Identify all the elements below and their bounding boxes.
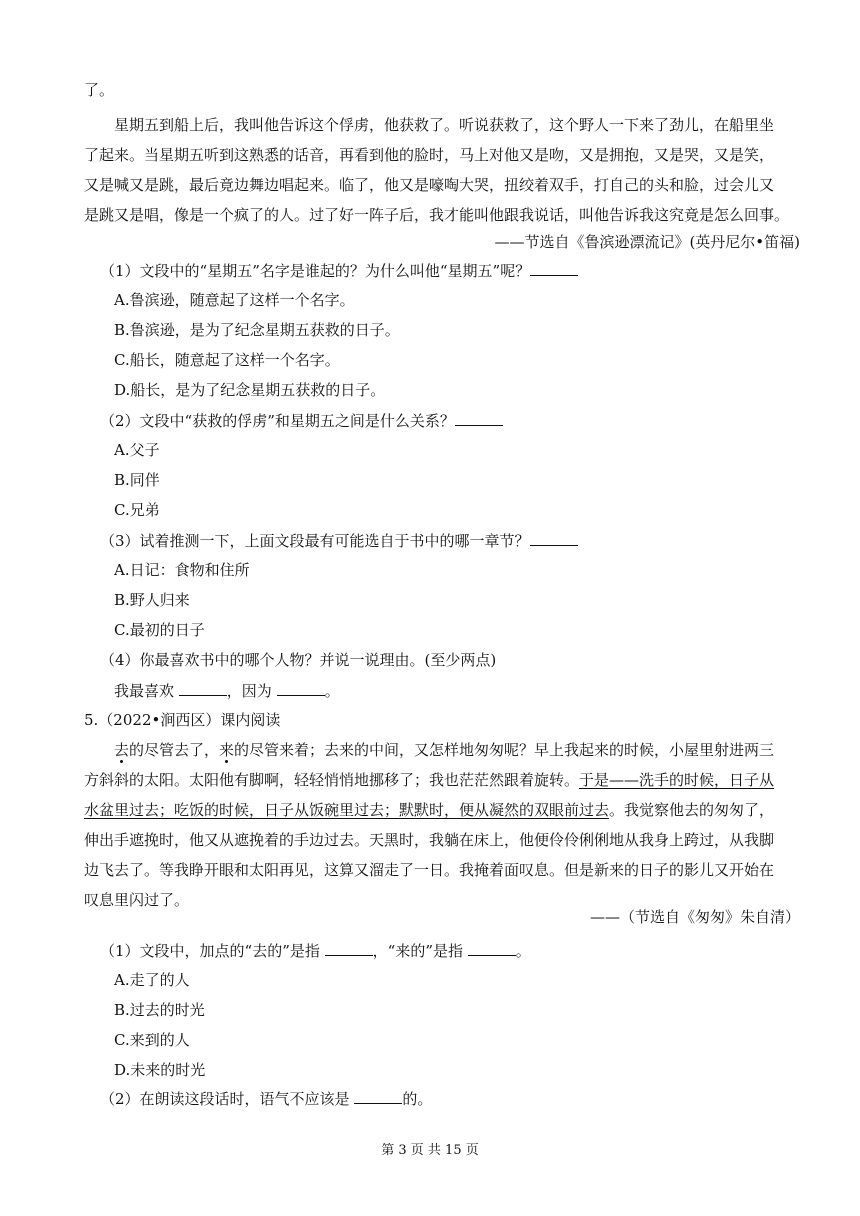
answer-blank[interactable] (179, 680, 227, 696)
section-5-title: 5.（2022•涧西区）课内阅读 (84, 711, 281, 729)
question-text: 的。 (402, 1090, 433, 1108)
option-b: B.同伴 (114, 471, 160, 489)
answer-blank[interactable] (530, 260, 578, 276)
option-a: A.走了的人 (114, 971, 190, 989)
answer-text: 。 (324, 682, 340, 700)
question-text: （3）试着推测一下，上面文段最有可能选自于书中的哪一章节？ (100, 532, 530, 550)
answer-blank[interactable] (530, 530, 578, 546)
question-text: （2）文段中“获救的俘虏”和星期五之间是什么关系？ (100, 412, 455, 430)
underlined-text: 于是——洗手的时候，日子从 (579, 771, 775, 789)
question-text: （1）文段中，加点的“去的”是指 (100, 942, 325, 960)
answer-blank[interactable] (455, 410, 503, 426)
option-b: B.过去的时光 (114, 1001, 205, 1019)
dotted-char: 来 (219, 741, 235, 759)
option-c: C.兄弟 (114, 501, 160, 519)
underlined-text: 水盆里过去；吃饭的时候，日子从饭碗里过去；默默时，便从凝然的双眼前过去 (84, 801, 610, 819)
question-1-stem (100, 260, 578, 281)
question-3-stem (100, 530, 578, 551)
passage-line: 星期五到船上后，我叫他告诉这个俘虏，他获救了。听说获救了，这个野人一下来了劲儿，在船里坐 (114, 116, 775, 134)
option-d: D.船长，是为了纪念星期五获救的日子。 (114, 381, 386, 399)
passage-line: 伸出手遮挽时，他又从遮挽着的手边过去。天黑时，我躺在床上，他便伶伶俐俐地从我身上跨过，从我脚 (84, 831, 775, 849)
passage-line: 是跳又是唱，像是一个疯了的人。过了好一阵子后，我才能叫他跟我说话，叫他告诉我这究竟是怎么回事。 (84, 206, 790, 224)
passage-line: 叹息里闪过了。 (84, 891, 190, 909)
passage-line (114, 740, 774, 760)
question-text: （1）文段中的“星期五”名字是谁起的？为什么叫他“星期五”呢？ (100, 262, 531, 280)
question-5-2-stem (100, 1088, 432, 1109)
passage-source: ——（节选自《匆匆》朱自清） (589, 908, 800, 926)
option-b: B.鲁滨逊，是为了纪念星期五获救的日子。 (114, 321, 400, 339)
option-a: A.日记：食物和住所 (114, 561, 250, 579)
answer-blank[interactable] (325, 940, 373, 956)
option-b: B.野人归来 (114, 591, 190, 609)
answer-blank[interactable] (354, 1088, 402, 1104)
passage-text: 方斜斜的太阳。太阳他有脚啊，轻轻悄悄地挪移了；我也茫茫然跟着旋转。 (84, 771, 580, 789)
question-4-answer (114, 680, 340, 701)
option-a: A.父子 (114, 441, 160, 459)
option-c: C.最初的日子 (114, 621, 205, 639)
passage-line (84, 800, 774, 820)
question-text: （2）在朗读这段话时，语气不应该是 (100, 1090, 355, 1108)
option-c: C.船长，随意起了这样一个名字。 (114, 351, 340, 369)
passage-line: 了。 (84, 81, 115, 99)
question-text: 。 (515, 942, 531, 960)
option-d: D.未来的时光 (114, 1061, 206, 1079)
passage-source: ——节选自《鲁滨逊漂流记》(英丹尼尔•笛福) (494, 233, 800, 251)
passage-line: 了起来。当星期五听到这熟悉的话音，再看到他的脸时，马上对他又是吻，又是拥抱，又是哭，又是笑， (84, 146, 775, 164)
option-a: A.鲁滨逊，随意起了这样一个名字。 (114, 291, 355, 309)
answer-blank[interactable] (468, 940, 516, 956)
passage-line (84, 770, 774, 790)
answer-blank[interactable] (277, 680, 325, 696)
question-4-stem: （4）你最喜欢书中的哪个人物？并说一说理由。(至少两点) (100, 651, 497, 669)
passage-text: 。我觉察他去的匆匆了， (609, 801, 775, 819)
dotted-char: 去 (114, 741, 130, 759)
question-text: ，“来的”是指 (372, 942, 468, 960)
passage-line: 边飞去了。等我睁开眼和太阳再见，这算又溜走了一日。我掩着面叹息。但是新来的日子的影儿又开始在 (84, 861, 775, 879)
answer-text: 我最喜欢 (114, 682, 179, 700)
passage-text: 的尽管去了， (129, 741, 220, 759)
passage-text: 的尽管来着；去来的中间，又怎样地匆匆呢？早上我起来的时候，小屋里射进两三 (234, 741, 775, 759)
question-5-1-stem (100, 940, 531, 961)
question-2-stem (100, 410, 503, 431)
option-c: C.来到的人 (114, 1031, 190, 1049)
passage-line: 又是喊又是跳，最后竟边舞边唱起来。临了，他又是嚎啕大哭，扭绞着双手，打自己的头和脸，过会儿又 (84, 176, 775, 194)
page-footer: 第 3 页 共 15 页 (381, 1143, 479, 1158)
answer-text: ，因为 (226, 682, 277, 700)
